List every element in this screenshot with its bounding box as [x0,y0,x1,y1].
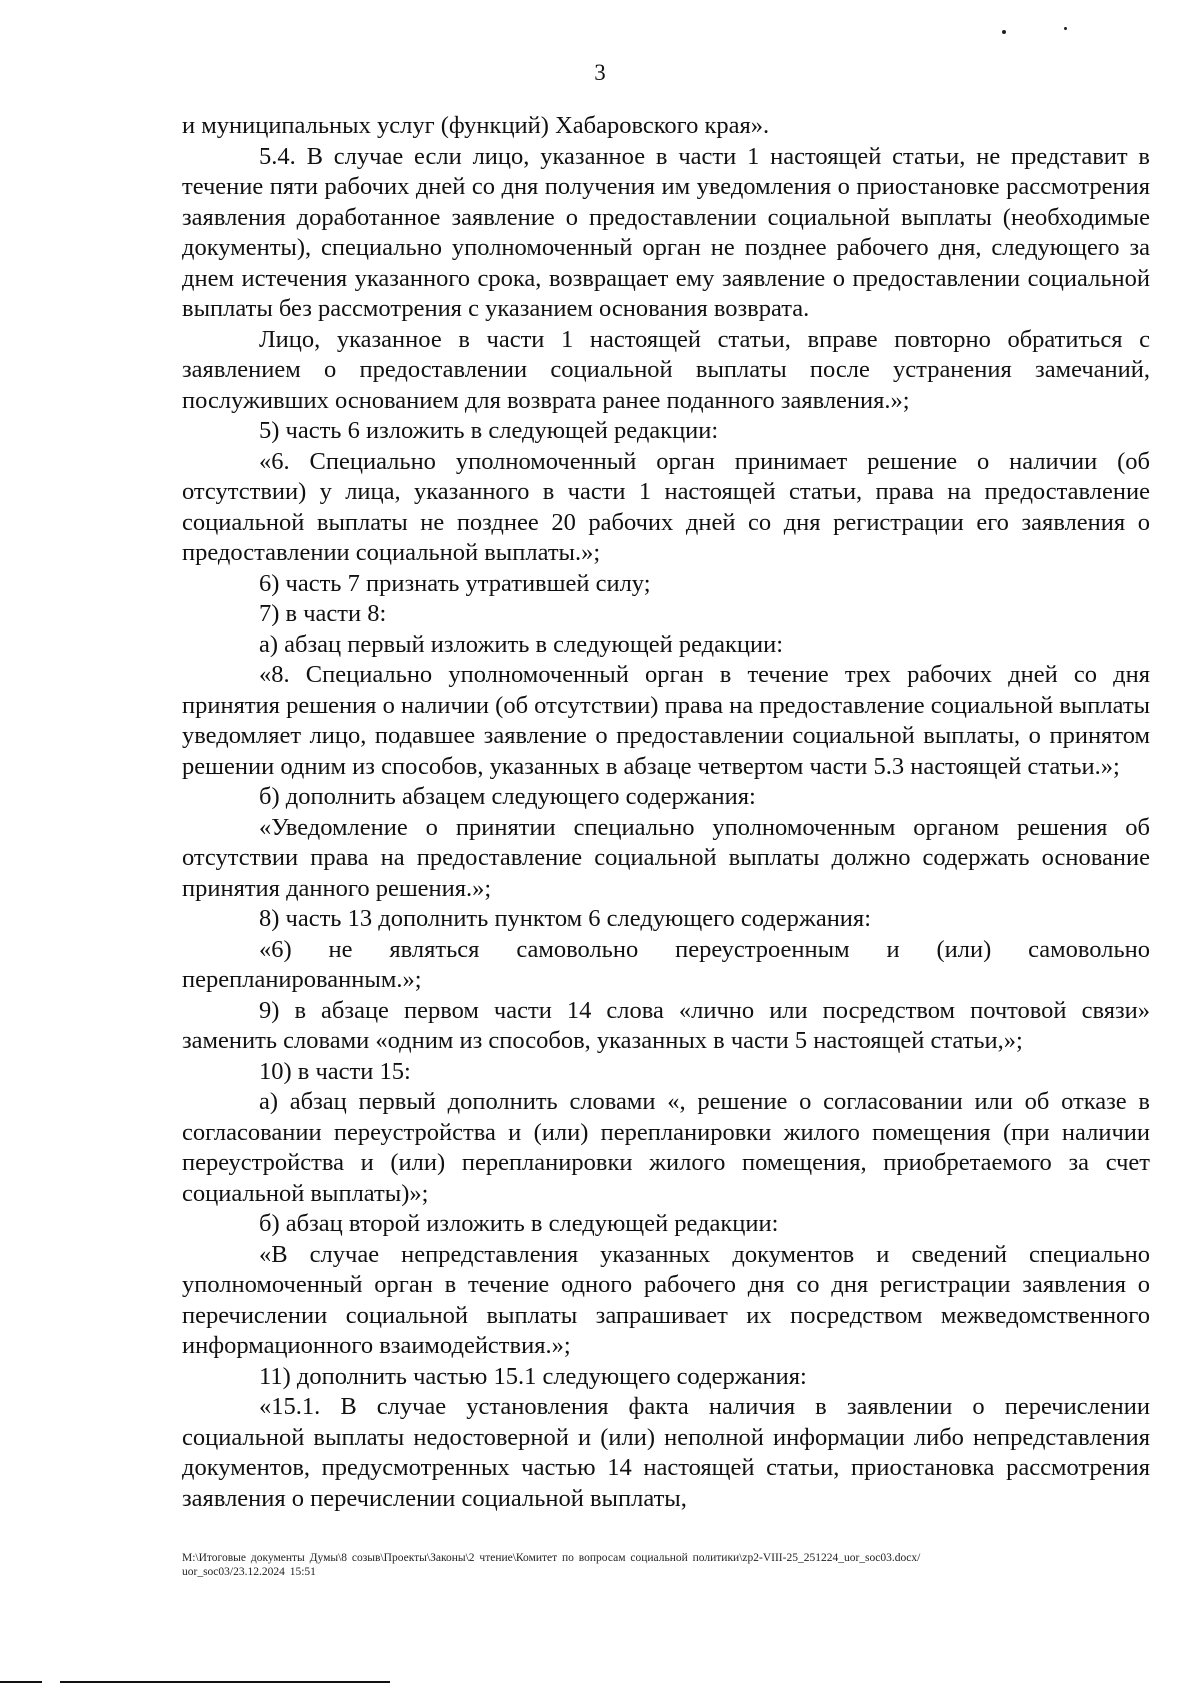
body-paragraph: 11) дополнить частью 15.1 следующего содержания: [259,1362,807,1390]
body-paragraph: а) абзац первый изложить в следующей редакции: [259,630,784,658]
body-paragraph: 5) часть 6 изложить в следующей редакции: [259,417,719,444]
body-paragraph: 6) часть 7 признать утратившей силу; [259,569,651,597]
footer-stamp: uor_soc03/23.12.2024 15:51 [182,1566,316,1578]
body-paragraph: «8. Специально уполномоченный орган в течение трех рабочих дней со дня принятия решения о наличии (об отсутствии) права на предоставление социальной выплаты уведомляет лицо, подавшее заявление о предоставлении социальной выплаты, о принятом решении одним из способов, указанных в абзаце четвертом части 5.3 настоящей статьи.»; [182,661,1150,780]
body-paragraph: 9) в абзаце первом части 14 слова «лично или посредством почтовой связи» заменить словами «одним из способов, указанных в части 5 настоящей статьи,»; [182,996,1150,1054]
scan-speck [1002,30,1006,34]
body-paragraph: «15.1. В случае установления факта наличия в заявлении о перечислении социальной выплаты недостоверной и (или) неполной информации либо непредставления документов, предусмотренных частью 14 настоящей статьи, приостановка рассмотрения заявления о перечислении социальной выплаты, [182,1393,1150,1512]
document-body [182,111,1150,1514]
body-paragraph: «6) не являться самовольно переустроенным и (или) самовольно перепланированным.»; [182,935,1150,993]
body-paragraph: 7) в части 8: [259,600,387,627]
body-paragraph: «В случае непредставления указанных документов и сведений специально уполномоченный орган в течение одного рабочего дня со дня регистрации заявления о перечислении социальной выплаты запрашивает их посредством межведомственного информационного взаимодействия.»; [182,1240,1150,1359]
body-paragraph: Лицо, указанное в части 1 настоящей статьи, вправе повторно обратиться с заявлением о предоставлении социальной выплаты после устранения замечаний, послуживших основанием для возврата ранее поданного заявления.»; [182,325,1150,414]
body-paragraph: «Уведомление о принятии специально уполномоченным органом решения об отсутствии права на предоставление социальной выплаты должно содержать основание принятия данного решения.»; [182,813,1150,902]
body-paragraph: 8) часть 13 дополнить пунктом 6 следующего содержания: [259,905,871,932]
body-paragraph: и муниципальных услуг (функций) Хабаровского края». [182,112,770,139]
body-paragraph: б) дополнить абзацем следующего содержания: [259,783,756,810]
body-paragraph: «6. Специально уполномоченный орган принимает решение о наличии (об отсутствии) у лица, указанного в части 1 настоящей статьи, права на предоставление социальной выплаты не позднее 20 рабочих дней со дня регистрации его заявления о предоставлении социальной выплаты.»; [182,447,1150,566]
page-number: 3 [594,60,606,85]
body-paragraph: 10) в части 15: [259,1057,411,1085]
footer-file-path: M:\Итоговые документы Думы\8 созыв\Проекты\Законы\2 чтение\Комитет по вопросам социальной политики\zp2-VIII-25_251224_uor_soc03.docx/ [182,1552,921,1564]
file-path-footer [182,1551,1150,1579]
body-paragraph: а) абзац первый дополнить словами «, решение о согласовании или об отказе в согласовании переустройства и (или) перепланировки жилого помещения (при наличии переустройства и (или) перепланировки жилого помещения, приобретаемого за счет социальной выплаты)»; [182,1088,1150,1207]
scan-edge-line [60,1681,390,1683]
scan-speck [1064,27,1067,30]
body-paragraph: б) абзац второй изложить в следующей редакции: [259,1210,779,1237]
scan-edge-line [0,1681,42,1683]
body-paragraph: 5.4. В случае если лицо, указанное в части 1 настоящей статьи, не представит в течение пяти рабочих дней со дня получения им уведомления о приостановке рассмотрения заявления доработанное заявление о предоставлении социальной выплаты (необходимые документы), специально уполномоченный орган не позднее рабочего дня, следующего за днем истечения указанного срока, возвращает ему заявление о предоставлении социальной выплаты без рассмотрения с указанием основания возврата. [182,142,1150,322]
